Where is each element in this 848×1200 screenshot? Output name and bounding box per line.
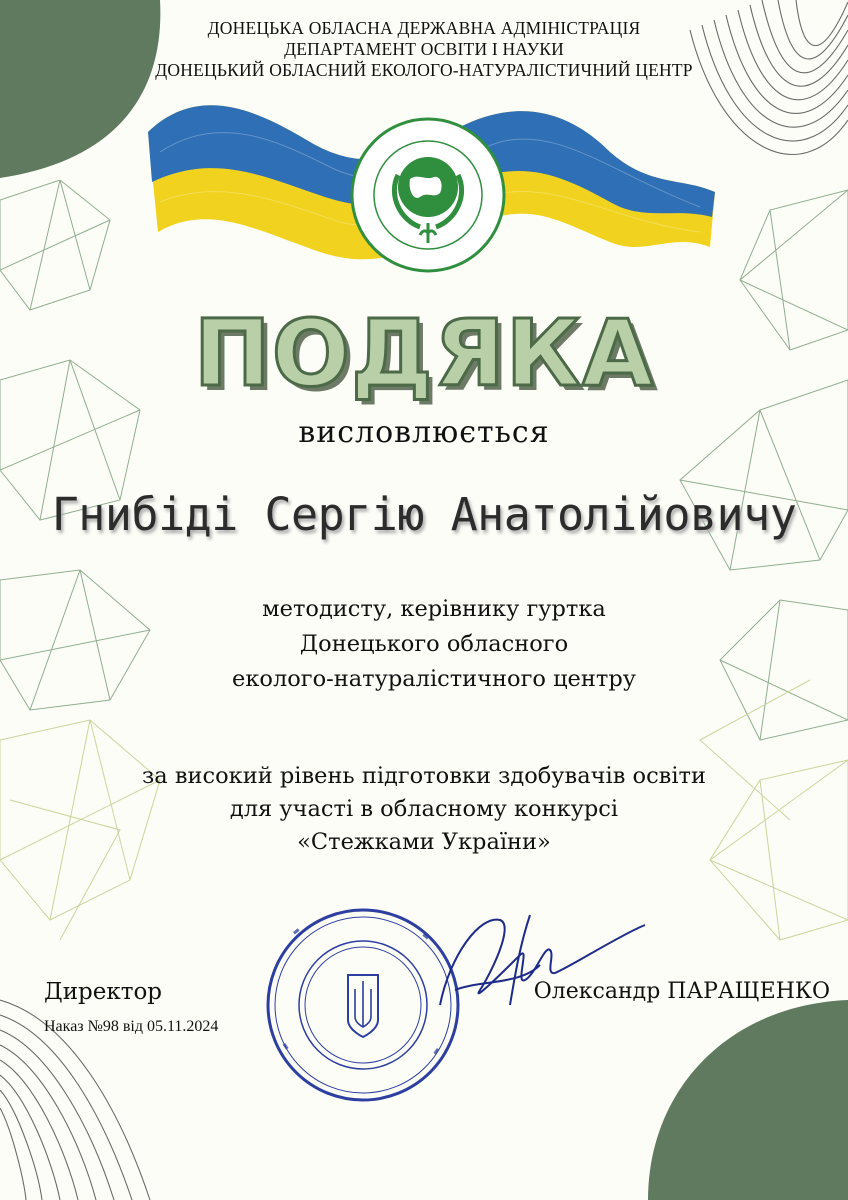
position-line-3: еколого-натуралістичного центру — [232, 666, 636, 692]
recipient-position — [0, 592, 848, 697]
award-reason — [0, 760, 848, 859]
header-line-department: ДЕПАРТАМЕНТ ОСВІТИ І НАУКИ — [284, 39, 564, 59]
order-reference: Наказ №98 від 05.11.2024 — [44, 1018, 219, 1035]
reason-line-3: «Стежками України» — [297, 829, 551, 855]
certificate-title: ПОДЯКА — [193, 300, 655, 407]
director-name: Олександр ПАРАЩЕНКО — [533, 979, 830, 1004]
reason-line-1: за високий рівень підготовки здобувачів освіти — [142, 763, 706, 789]
director-signature — [420, 895, 650, 1035]
header — [0, 18, 848, 81]
reason-line-2: для участі в обласному конкурсі — [229, 796, 619, 822]
center-logo — [348, 115, 508, 275]
header-line-center: ДОНЕЦЬКИЙ ОБЛАСНИЙ ЕКОЛОГО-НАТУРАЛІСТИЧНИЙ ЦЕНТР — [155, 60, 693, 80]
director-role: Директор — [44, 979, 163, 1005]
position-line-2: Донецького обласного — [299, 631, 569, 657]
position-line-1: методисту, керівнику гуртка — [262, 596, 606, 622]
header-line-administration: ДОНЕЦЬКА ОБЛАСНА ДЕРЖАВНА АДМІНІСТРАЦІЯ — [207, 18, 641, 38]
certificate-subtitle: висловлюється — [298, 415, 550, 450]
corner-decoration-bottom-right — [648, 1000, 848, 1200]
recipient-name: Гнибіді Сергію Анатолійовичу — [51, 488, 797, 541]
